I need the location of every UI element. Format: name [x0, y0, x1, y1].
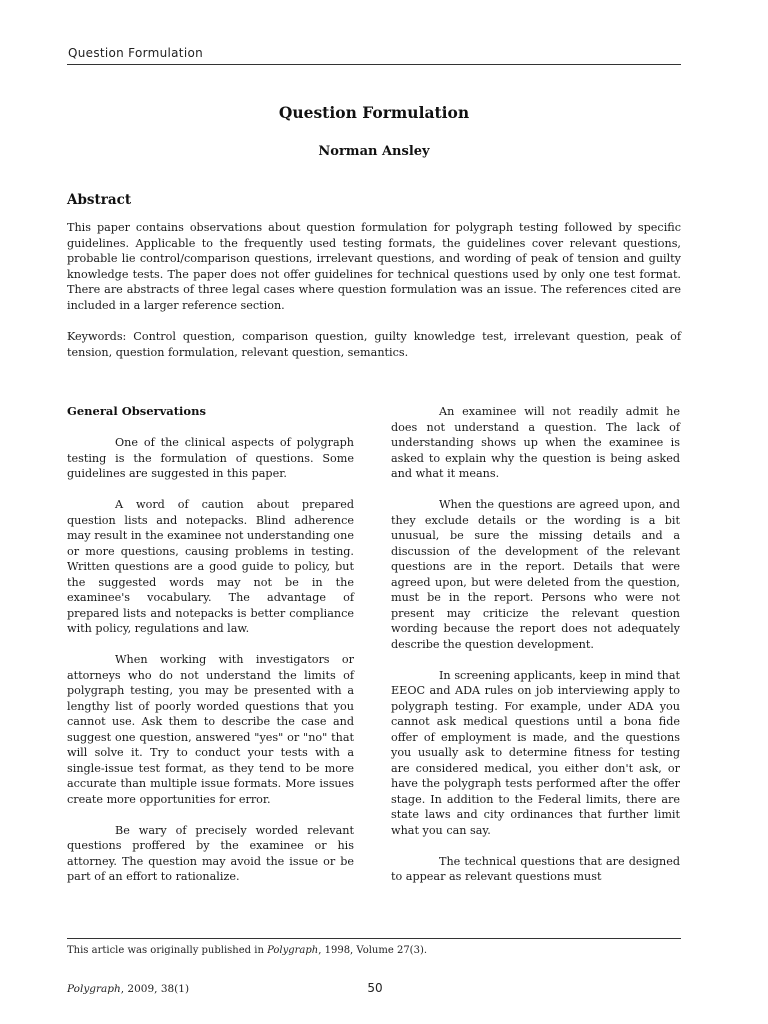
paragraph: The technical questions that are designed to appear as relevant questions must — [391, 854, 680, 883]
paragraph: When the questions are agreed upon, and they exclude details or the wording is a bit unusual, be sure the missing details and a discussion of the development of the relevant questions are in the report. Details that were agreed upon, but were deleted from the question, must be in the report. Persons who were not present may criticize the relevant question wording because the report does not adequately describe the question development. — [391, 498, 680, 651]
abstract-text: This paper contains observations about question formulation for polygraph testing followed by specific guidelines. Applicable to the frequently used testing formats, the guidelines cover relevant questions, probable lie control/comparison questions, irrelevant questions, and wording of peak of tension and guilty knowledge tests. The paper does not offer guidelines for technical questions used by only one test format. There are abstracts of three legal cases where question formulation was an issue. The references cited are included in a larger reference section. — [67, 221, 681, 312]
author-name: Norman Ansley — [318, 144, 430, 159]
running-head: Question Formulation — [68, 46, 203, 60]
footnote — [67, 945, 427, 956]
paragraph: An examinee will not readily admit he does not understand a question. The lack of understanding shows up when the examinee is asked to explain why the question is being asked and what it means. — [391, 405, 680, 480]
footnote-prefix: This article was originally published in — [67, 945, 268, 956]
section-heading-general-observations: General Observations — [67, 404, 206, 418]
paper-title: Question Formulation — [278, 103, 470, 122]
paragraph: One of the clinical aspects of polygraph testing is the formulation of questions. Some guidelines are suggested in this paper. — [67, 436, 354, 480]
footnote-journal: Polygraph — [267, 945, 319, 956]
page-number: 50 — [367, 981, 383, 995]
footer-journal: Polygraph — [67, 983, 121, 995]
paragraph: In screening applicants, keep in mind that EEOC and ADA rules on job interviewing apply to polygraph testing. For example, under ADA you cannot ask medical questions until a bona fide offer of employment is made, and the questions you usually ask to determine fitness for testing are considered medical, you either don't ask, or have the polygraph tests performed after the offer stage. In addition to the Federal limits, there are state laws and city ordinances that further limit what you can say. — [391, 668, 680, 837]
abstract-heading: Abstract — [67, 192, 132, 208]
paragraph: A word of caution about prepared question lists and notepacks. Blind adherence may result in the examinee not understanding one or more questions, causing problems in testing. Written questions are a good guide to policy, but the suggested words may not be in the examinee's vocabulary. The advantage of prepared lists and notepacks is better compliance with policy, regulations and law. — [67, 498, 354, 635]
paragraph: Be wary of precisely worded relevant questions proffered by the examinee or his attorney. The question may avoid the issue or be part of an effort to rationalize. — [67, 823, 354, 883]
header-rule — [67, 64, 681, 65]
paragraph: When working with investigators or attorneys who do not understand the limits of polygraph testing, you may be presented with a lengthy list of poorly worded questions that you cannot use. Ask them to describe the case and suggest one question, answered "yes" or "no" that will solve it. Try to conduct your tests with a single-issue test format, as they tend to be more accurate than multiple issue formats. More issues create more opportunities for error. — [67, 653, 354, 806]
footnote-rule — [67, 938, 681, 939]
left-column — [67, 404, 354, 900]
footnote-suffix: , 1998, Volume 27(3). — [318, 945, 428, 956]
keywords-text: Keywords: Control question, comparison question, guilty knowledge test, irrelevant question, peak of tension, question formulation, relevant question, semantics. — [67, 330, 681, 359]
footer-volume: , 2009, 38(1) — [120, 983, 190, 995]
footer-citation — [67, 983, 189, 995]
right-column — [391, 404, 680, 900]
